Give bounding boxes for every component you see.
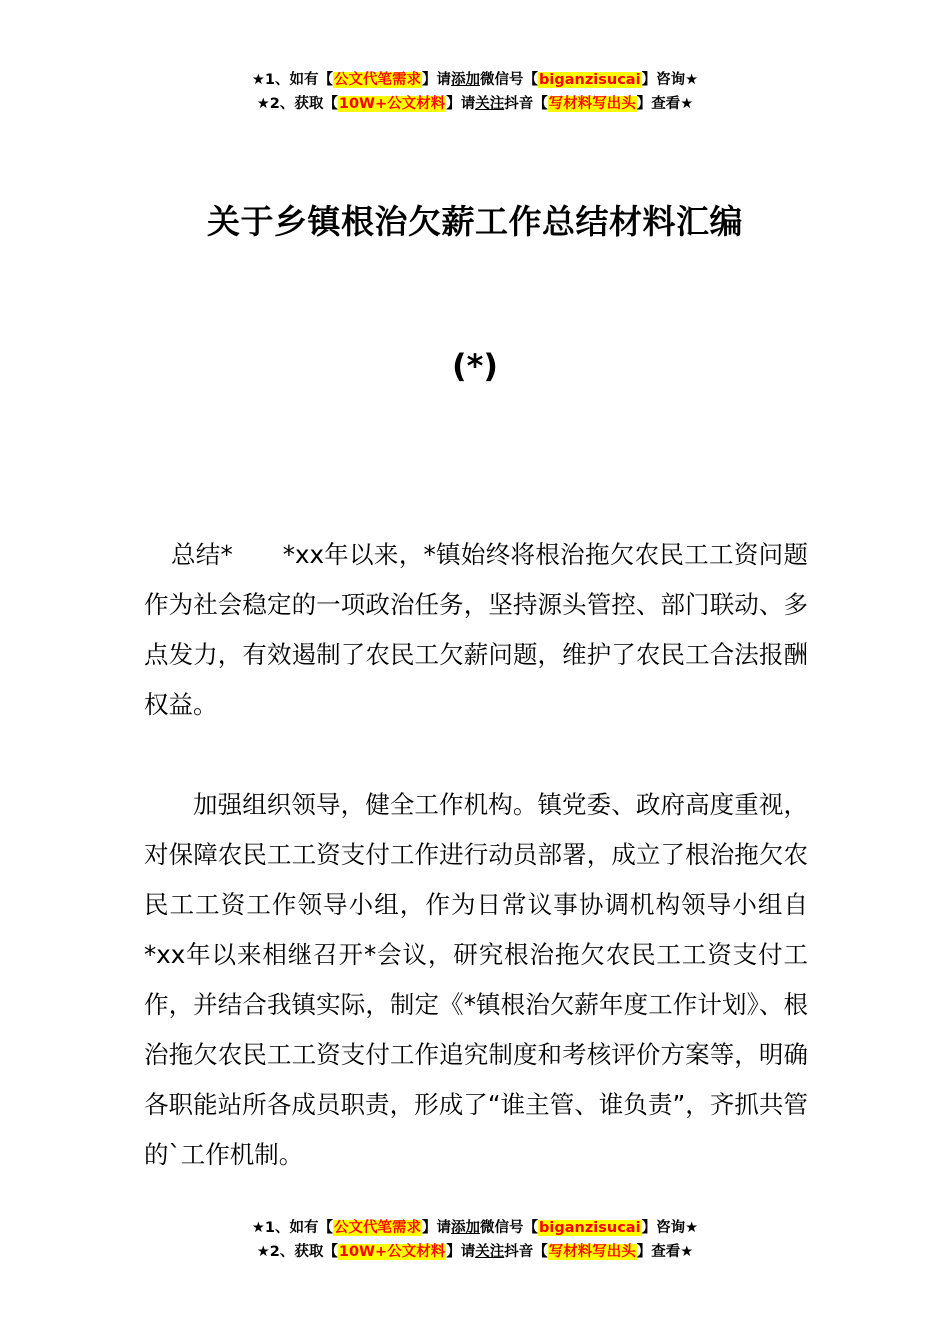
highlight-materials: 10W+公文材料 bbox=[338, 1244, 446, 1260]
banner-text: 】请 bbox=[446, 1244, 476, 1260]
banner-text: 】请 bbox=[422, 72, 452, 88]
underlined-text: 添加 bbox=[451, 72, 481, 88]
body-paragraph: 加强组织领导，健全工作机构。镇党委、政府高度重视，对保障农民工工资支付工作进行动员部署，成立了根治拖欠农民工工资工作领导小组，作为日常议事协调机构领导小组自*xx年以来相继召开*会议，研究根治拖欠农民工工资支付工作，并结合我镇实际，制定《*镇根治欠薪年度工作计划》、根治拖欠农民工工资支付工作追究制度和考核评价方案等，明确各职能站所各成员职责，形成了“谁主管、谁负责”，齐抓共管的`工作机制。 bbox=[144, 790, 808, 1169]
highlight-wechat-id: biganzisucai bbox=[539, 72, 641, 88]
highlight-douyin-account: 写材料写出头 bbox=[548, 96, 636, 112]
underlined-text: 关注 bbox=[475, 96, 505, 112]
banner-text: 】请 bbox=[446, 96, 476, 112]
banner-text: 】咨询★ bbox=[641, 1220, 699, 1236]
banner-text: ★2、获取【 bbox=[256, 96, 338, 112]
banner-text: 】查看★ bbox=[636, 1244, 694, 1260]
highlight-wechat-id: biganzisucai bbox=[539, 1220, 641, 1236]
underlined-text: 添加 bbox=[451, 1220, 481, 1236]
body-paragraph: 总结* *xx年以来，*镇始终将根治拖欠农民工工资问题作为社会稳定的一项政治任务，坚持源头管控、部门联动、多点发力，有效遏制了农民工欠薪问题，维护了农民工合法报酬权益。 bbox=[144, 540, 808, 719]
highlight-douyin-account: 写材料写出头 bbox=[548, 1244, 636, 1260]
banner-text: 抖音【 bbox=[504, 1244, 548, 1260]
banner-text: ★1、如有【 bbox=[251, 1220, 334, 1236]
footer-banner-line-2 bbox=[0, 1240, 950, 1264]
banner-text: 】咨询★ bbox=[641, 72, 699, 88]
document-subtitle: (*) bbox=[452, 347, 498, 385]
footer-banner bbox=[0, 1216, 950, 1264]
banner-text: 抖音【 bbox=[504, 96, 548, 112]
banner-text: 微信号【 bbox=[480, 72, 539, 88]
banner-text: 】查看★ bbox=[636, 96, 694, 112]
highlight-materials: 10W+公文材料 bbox=[338, 96, 446, 112]
highlight-service: 公文代笔需求 bbox=[334, 72, 422, 88]
banner-text: ★1、如有【 bbox=[251, 72, 334, 88]
banner-text: 】请 bbox=[422, 1220, 452, 1236]
highlight-service: 公文代笔需求 bbox=[334, 1220, 422, 1236]
banner-text: ★2、获取【 bbox=[256, 1244, 338, 1260]
document-title: 关于乡镇根治欠薪工作总结材料汇编 bbox=[207, 202, 743, 241]
header-banner-line-2 bbox=[0, 92, 950, 116]
header-banner bbox=[0, 68, 950, 116]
banner-text: 微信号【 bbox=[480, 1220, 539, 1236]
header-banner-line-1 bbox=[0, 68, 950, 92]
footer-banner-line-1 bbox=[0, 1216, 950, 1240]
underlined-text: 关注 bbox=[475, 1244, 505, 1260]
